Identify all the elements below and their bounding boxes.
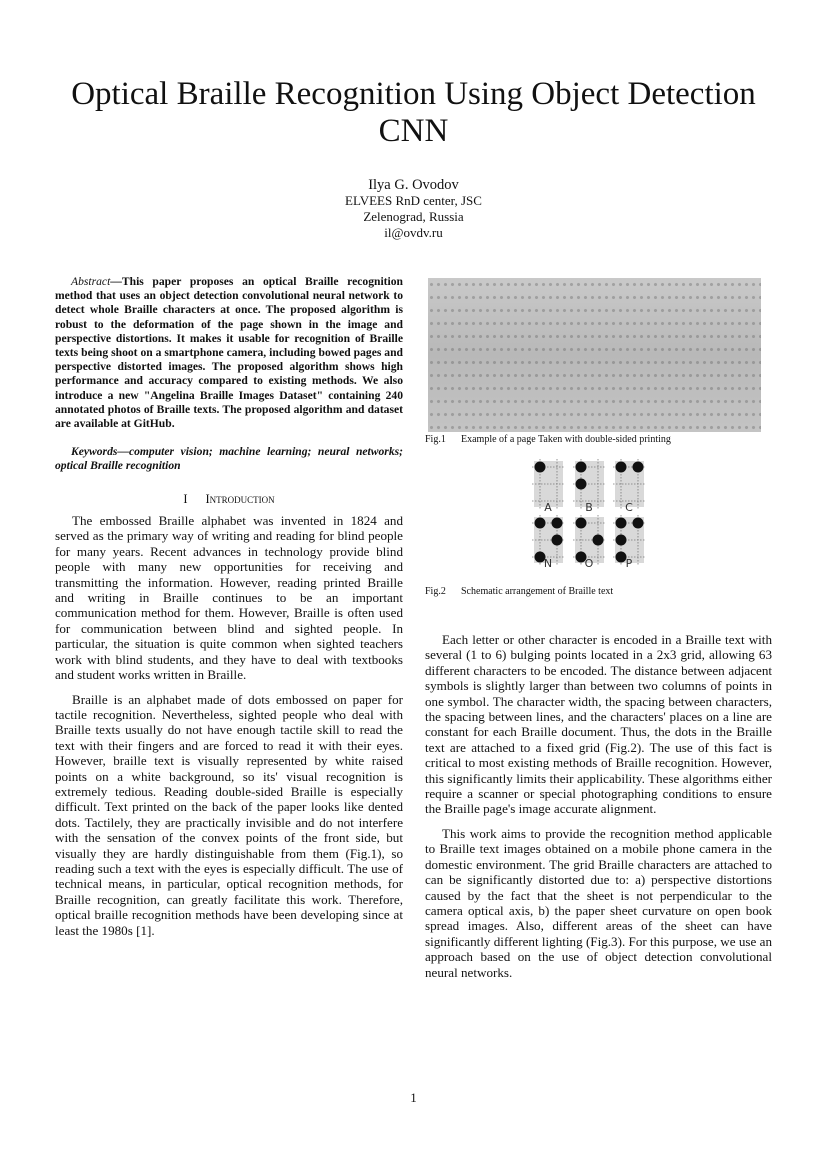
figure-number: Fig.1 — [425, 434, 446, 445]
braille-cell-N — [532, 515, 565, 570]
figure-2-caption — [425, 586, 613, 598]
author-affiliation: ELVEES RnD center, JSC — [345, 193, 482, 208]
abstract-label: Abstract — [71, 275, 111, 288]
body-paragraph: Braille is an alphabet made of dots embossed on paper for tactile recognition. Nevertheless, sighted people who deal with Braille texts usually do not have enough tactile skill to read the text with their fingers and are forced to read it with their eyes. However, braille text is visually represented by white raised points on a white background, so its' visual recognition is extremely tedious. Reading double-sided Braille is especially difficult. Text printed on the back of the paper looks like dented dots. Tactilely, they are practically invisible and do not interfere with the sensation of the convex points of the front side, but visually they are hardly distinguishable from them (Fig.1), so reading such a text with the eyes is especially difficult. The use of technical means, in particular, optical recognition methods, for Braille recognition, can greatly facilitate this work. Therefore, optical braille recognition methods have been developing since at least the 1980s [1]. — [55, 691, 403, 938]
braille-cell-B — [573, 459, 606, 514]
braille-cell-A — [532, 459, 565, 514]
keywords: Keywords—computer vision; machine learning; neural networks; optical Braille recognition — [55, 445, 403, 473]
braille-cell-P — [613, 515, 646, 570]
author-name: Ilya G. Ovodov — [368, 177, 459, 193]
body-paragraph: Each letter or other character is encoded in a Braille text with several (1 to 6) bulging points located in a 2x3 grid, allowing 63 different characters to be encoded. The distance between adjacent symbols is slightly larger than between two columns of points in one symbol. The character width, the spacing between characters, the spacing between lines, and the characters' places on a line are constant for each Braille document. Thus, the dots in the Braille text are attached to a fixed grid (Fig.2). The use of this fact is critical to most existing methods of Braille recognition. However, this significantly limits their applicability. These algorithms either require a scanner or special photographing conditions to ensure the Braille page's image accurate alignment. — [425, 632, 772, 817]
figure-1-braille-photo — [428, 278, 761, 432]
braille-letter: B — [585, 501, 593, 514]
author-block — [200, 177, 627, 241]
section-title: Introduction — [205, 491, 275, 506]
left-column — [55, 275, 403, 947]
braille-cell-O — [573, 515, 606, 570]
braille-dot — [616, 535, 627, 546]
figure-number: Fig.2 — [425, 586, 446, 597]
braille-dot — [552, 535, 563, 546]
section-number: I — [183, 491, 188, 506]
braille-dot — [633, 518, 644, 529]
braille-dot — [633, 462, 644, 473]
caption-text: Example of a page Taken with double-sided printing — [461, 434, 671, 445]
braille-cell-C — [613, 459, 646, 514]
right-column — [425, 632, 772, 989]
braille-dot — [535, 518, 546, 529]
body-paragraph: This work aims to provide the recognition method applicable to Braille text images obtained on a mobile phone camera in the domestic environment. The grid Braille characters are attached to can be significantly distorted due to: a) perspective distortions caused by the fact that the sheet is not perpendicular to the camera optical axis, b) the paper sheet curvature on open book spread images. Also, different areas of the sheet can have significantly different lighting (Fig.3). For this purpose, we use an approach based on the use of object detection convolutional neural networks. — [425, 825, 772, 980]
abstract — [55, 275, 403, 431]
braille-letter: C — [625, 501, 633, 514]
author-location: Zelenograd, Russia — [363, 209, 464, 224]
abstract-text: —This paper proposes an optical Braille recognition method that uses an object detection convolutional neural network to detect whole Braille characters at once. The proposed algorithm is robust to the deformation of the page shown in the image and perspective distortions. It makes it usable for recognition of Braille texts being shoot on a smartphone camera, including bowed pages and perspective distorted images. The proposed algorithm shows high performance and accuracy compared to existing methods. We also introduce a new "Angelina Braille Images Dataset" containing 240 annotated photos of Braille texts. The proposed algorithm and dataset are available at GitHub. — [55, 275, 403, 431]
paper-title: Optical Braille Recognition Using Object Detection CNN — [71, 76, 756, 149]
braille-dot — [552, 518, 563, 529]
braille-letter: P — [625, 557, 633, 570]
braille-dot — [616, 518, 627, 529]
section-heading — [55, 492, 403, 507]
figure-1-caption — [425, 434, 671, 446]
braille-letter: N — [543, 557, 553, 570]
braille-dot — [576, 479, 587, 490]
braille-dot — [535, 462, 546, 473]
braille-dot — [576, 518, 587, 529]
body-paragraph: The embossed Braille alphabet was invented in 1824 and served as the primary way of writing and reading for blind people for many years. Recent advances in technology provide blind people with many new opportunities for receiving and transmitting the information. However, reading printed Braille and writing in Braille continues to be an important communication method for them. However, Braille is often used for communication between blind and sighted people. In particular, the situation is quite common when sighted teachers work with blind students, and they have to deal with textbooks and student works written in Braille. — [55, 513, 403, 683]
author-email: il@ovdv.ru — [384, 225, 443, 240]
braille-dot — [576, 462, 587, 473]
page-number: 1 — [410, 1090, 417, 1105]
braille-dot — [616, 462, 627, 473]
braille-letter: O — [584, 557, 594, 570]
figure-2-braille-diagram — [525, 455, 655, 575]
braille-dot — [593, 535, 604, 546]
caption-text: Schematic arrangement of Braille text — [461, 586, 614, 597]
braille-letter: A — [544, 501, 552, 514]
